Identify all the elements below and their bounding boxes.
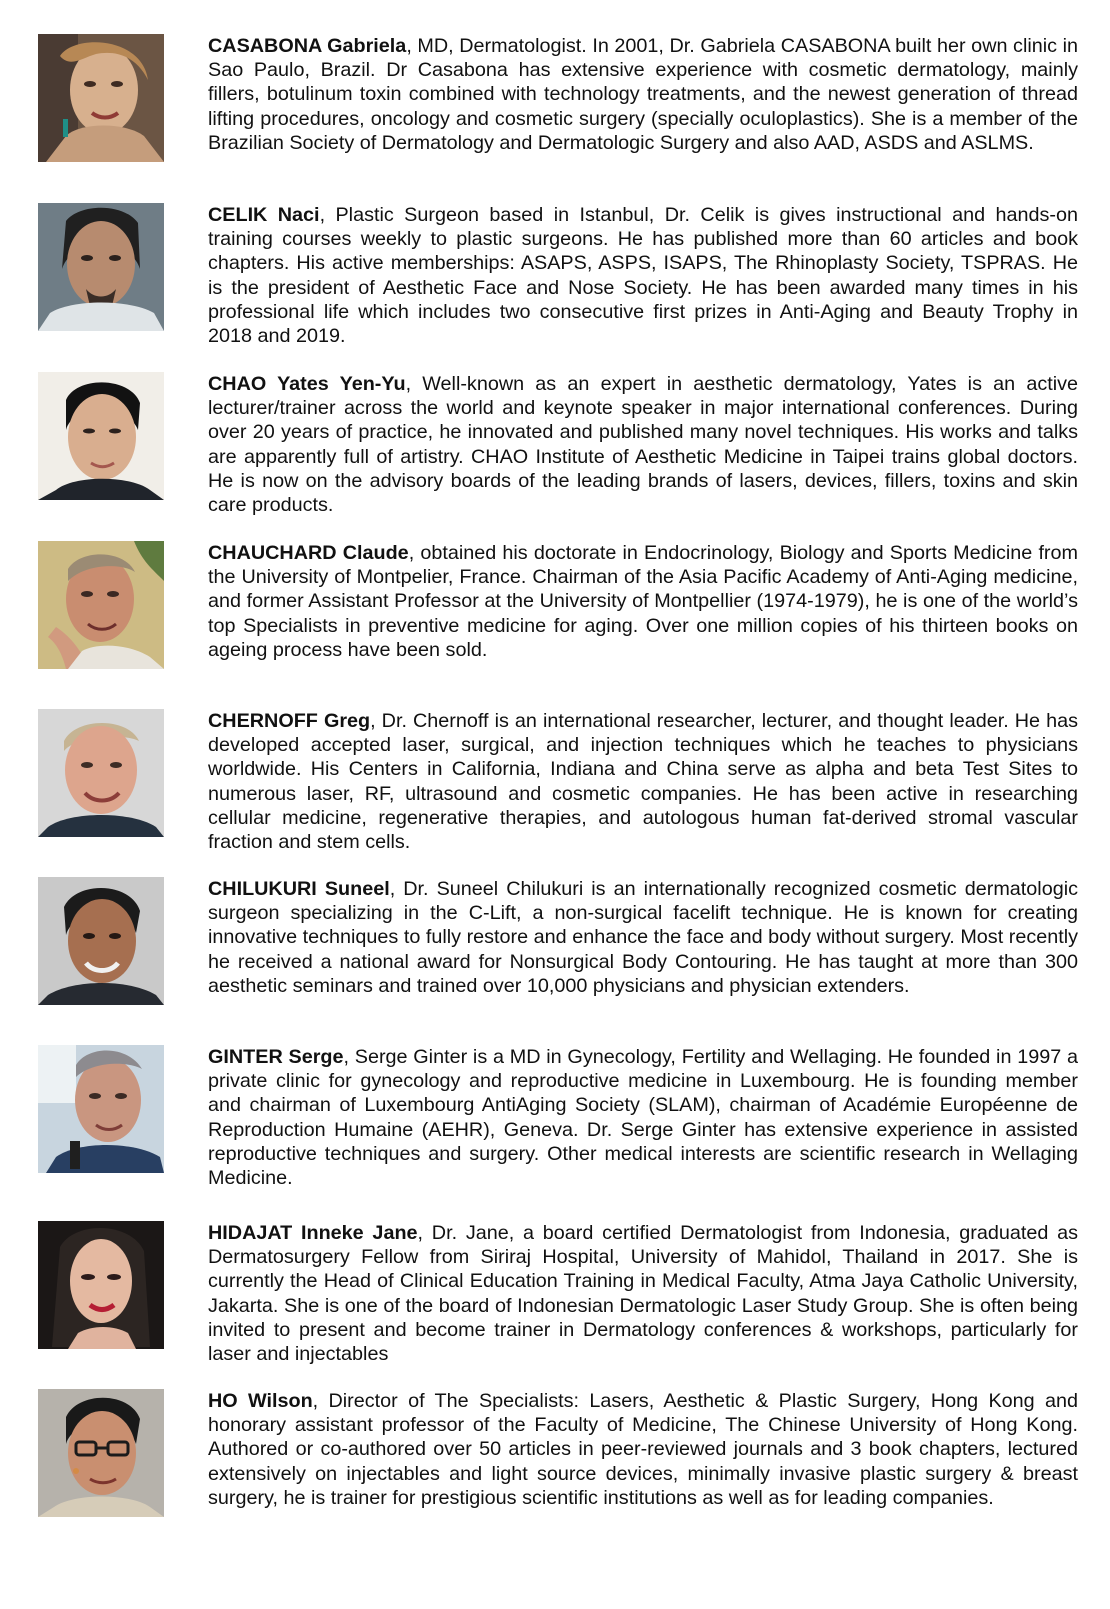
- speaker-name-celik: CELIK Naci: [208, 204, 320, 226]
- speaker-name-ho: HO Wilson: [208, 1390, 313, 1412]
- speaker-description-chauchard: , obtained his doctorate in Endocrinology, Biology and Sports Medicine from the University of Montpelier, France. Chairman of the Asia Pacific Academy of Anti-Aging medicine, and former Assistant Professor at the University of Montpellier (1974-1979), he is one of the world’s top Specialists in preventive medicine for aging. Over one million copies of his thirteen books on ageing process have been sold.: [208, 542, 1079, 661]
- speaker-photo-hidajat: [38, 1221, 164, 1349]
- speaker-photo-chilukuri: [38, 877, 164, 1005]
- speaker-description-ginter: , Serge Ginter is a MD in Gynecology, Fertility and Wellaging. He founded in 1997 a private clinic for gynecology and reproductive medicine in Luxembourg. He is founding member and chairman of Luxembourg AntiAging Society (SLAM), chairman of Académie Européenne de Reproduction Humaine (AEHR), Geneva. Dr. Serge Ginter has extensive experience in assisted reproductive techniques and surgery. Other medical interests are scientific research in Wellaging Medicine.: [208, 1046, 1078, 1190]
- speaker-bio-celik: [208, 203, 1078, 348]
- speaker-name-chernoff: CHERNOFF Greg: [208, 710, 371, 732]
- speaker-photo-chao: [38, 372, 164, 500]
- speaker-bio-ho: [208, 1389, 1078, 1510]
- speaker-bio-chilukuri: [208, 877, 1078, 998]
- speaker-description-celik: , Plastic Surgeon based in Istanbul, Dr. Celik is gives instructional and hands-on training courses weekly to plastic surgeons. He has published more than 60 articles and book chapters. His active memberships: ASAPS, ASPS, ISAPS, The Rhinoplasty Society, TSPRAS. He is the president of Aesthetic Face and Nose Society. He has been awarded many times in his professional life which includes two consecutive first prizes in Anti-Aging and Beauty Trophy in 2018 and 2019.: [208, 204, 1078, 348]
- speaker-name-chilukuri: CHILUKURI Suneel: [208, 878, 390, 900]
- speaker-photo-chauchard: [38, 541, 164, 669]
- speaker-description-chilukuri: , Dr. Suneel Chilukuri is an internationally recognized cosmetic dermatologic surgeon specializing in the C-Lift, a non-surgical facelift technique. He is known for creating innovative techniques to fully restore and enhance the face and body without surgery. Most recently he received a national award for Nonsurgical Body Contouring. He has taught at more than 300 aesthetic seminars and trained over 10,000 physicians and physician extenders.: [208, 878, 1078, 997]
- speaker-photo-chernoff: [38, 709, 164, 837]
- speaker-description-hidajat: , Dr. Jane, a board certified Dermatologist from Indonesia, graduated as Dermatosurgery Fellow from Siriraj Hospital, University of Mahidol, Thailand in 2017. She is currently the Head of Clinical Education Training in Medical Faculty, Atma Jaya Catholic University, Jakarta. She is one of the board of Indonesian Dermatologic Laser Study Group. She is often being invited to present and become trainer in Dermatology conferences & workshops, particularly for laser and injectables: [208, 1222, 1079, 1366]
- speaker-photo-ginter: [38, 1045, 164, 1173]
- speaker-photo-casabona: [38, 34, 164, 162]
- speaker-bio-chauchard: [208, 541, 1078, 662]
- speaker-photo-ho: [38, 1389, 164, 1517]
- speaker-name-ginter: GINTER Serge: [208, 1046, 344, 1068]
- speaker-description-ho: , Director of The Specialists: Lasers, Aesthetic & Plastic Surgery, Hong Kong and honorary assistant professor of the Faculty of Medicine, The Chinese University of Hong Kong. Authored or co-authored over 50 articles in peer-reviewed journals and 3 book chapters, lectured extensively on injectables and light source devices, minimally invasive plastic surgery & breast surgery, he is trainer for prestigious scientific institutions as well as for leading companies.: [208, 1390, 1079, 1509]
- speaker-description-chao: , Well-known as an expert in aesthetic dermatology, Yates is an active lecturer/trainer across the world and keynote speaker in major international conferences. During over 20 years of practice, he innovated and published many novel techniques. His works and talks are apparently full of artistry. CHAO Institute of Aesthetic Medicine in Taipei trains global doctors. He is now on the advisory boards of the leading brands of lasers, devices, fillers, toxins and skin care products.: [208, 373, 1079, 517]
- speaker-description-casabona: , MD, Dermatologist. In 2001, Dr. Gabriela CASABONA built her own clinic in Sao Paulo, Brazil. Dr Casabona has extensive experience with cosmetic dermatology, mainly fillers, botulinum toxin combined with technology treatments, and the newest generation of thread lifting procedures, oncology and cosmetic surgery (specially oculoplastics). She is a member of the Brazilian Society of Dermatology and Dermatologic Surgery and also AAD, ASDS and ASLMS.: [208, 35, 1079, 154]
- speaker-bio-chernoff: [208, 709, 1078, 854]
- speaker-bio-ginter: [208, 1045, 1078, 1190]
- speaker-bio-chao: [208, 372, 1078, 517]
- speaker-description-chernoff: , Dr. Chernoff is an international researcher, lecturer, and thought leader. He has developed accepted laser, surgical, and injection techniques which he teaches to physicians worldwide. His Centers in California, Indiana and China serve as alpha and beta Test Sites to numerous laser, RF, ultrasound and cosmetic companies. He has been active in researching cellular medicine, regenerative therapies, and autologous human fat-derived stromal vascular fraction and stem cells.: [208, 710, 1078, 854]
- speaker-name-chauchard: CHAUCHARD Claude: [208, 542, 409, 564]
- speaker-name-hidajat: HIDAJAT Inneke Jane: [208, 1222, 418, 1244]
- speaker-photo-celik: [38, 203, 164, 331]
- speaker-bio-casabona: [208, 34, 1078, 155]
- speaker-name-chao: CHAO Yates Yen-Yu: [208, 373, 406, 395]
- speaker-name-casabona: CASABONA Gabriela: [208, 35, 407, 57]
- speaker-bio-hidajat: [208, 1221, 1078, 1366]
